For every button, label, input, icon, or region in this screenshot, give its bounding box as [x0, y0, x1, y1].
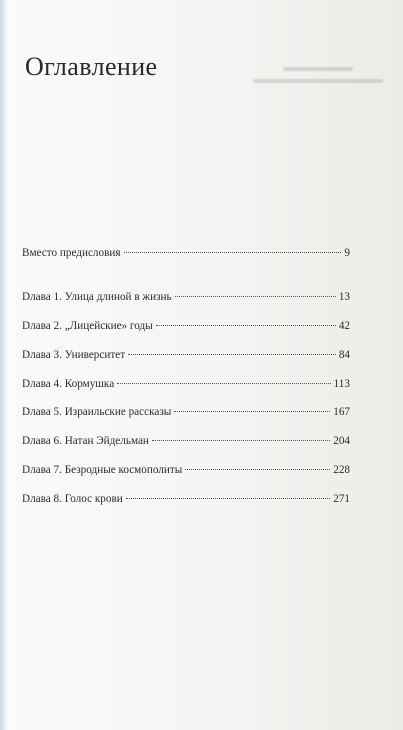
dot-leader	[126, 498, 330, 499]
toc-entry-page: 42	[338, 320, 350, 332]
toc-entry-page: 167	[333, 406, 350, 418]
show-through-text	[248, 63, 383, 113]
toc-entry[interactable]	[22, 317, 350, 335]
toc-entry-title: Dлава 6. Натан Эйдельман	[22, 435, 149, 447]
dot-leader	[128, 354, 336, 355]
toc-entry-page: 271	[333, 493, 350, 505]
toc-entry-title: Dлава 7. Безродные космополиты	[22, 464, 183, 476]
toc-entry-page: 13	[338, 291, 350, 303]
dot-leader	[124, 252, 342, 253]
toc-entry-page: 9	[344, 247, 350, 259]
dot-leader	[174, 411, 330, 412]
toc-entry-title: Dлава 3. Университет	[22, 349, 126, 361]
toc-entry-title: Dлава 5. Израильские рассказы	[22, 406, 172, 418]
toc-entry[interactable]	[22, 432, 350, 450]
toc-entry[interactable]	[22, 346, 350, 364]
show-through-line	[253, 79, 383, 83]
page-gutter-shadow	[0, 0, 8, 730]
toc-entry[interactable]	[22, 375, 350, 393]
toc-entry[interactable]	[22, 490, 350, 508]
toc-entry-title: Dлава 2. „Лицейские» годы	[22, 320, 153, 332]
toc-entry-page: 204	[333, 435, 350, 447]
toc-entry-title: Вместо предисловия	[22, 247, 121, 259]
toc-entry[interactable]	[22, 288, 350, 306]
toc-entry-page: 84	[338, 349, 350, 361]
toc-entry-title: Dлава 4. Кормушка	[22, 378, 115, 390]
dot-leader	[156, 325, 336, 326]
dot-leader	[152, 440, 330, 441]
show-through-line	[283, 67, 353, 71]
toc-entry[interactable]	[22, 461, 350, 479]
dot-leader	[185, 469, 330, 470]
toc-entry-title: Dлава 8. Голос крови	[22, 493, 123, 505]
toc-entry-title: Dлава 1. Улица длиной в жизнь	[22, 291, 172, 303]
page-title: Оглавление	[25, 52, 158, 81]
toc-entry[interactable]	[22, 403, 350, 421]
toc-entry-page: 228	[333, 464, 350, 476]
toc-entry-page: 113	[333, 378, 350, 390]
dot-leader	[175, 296, 336, 297]
dot-leader	[117, 383, 330, 384]
toc-entry[interactable]	[22, 244, 350, 262]
